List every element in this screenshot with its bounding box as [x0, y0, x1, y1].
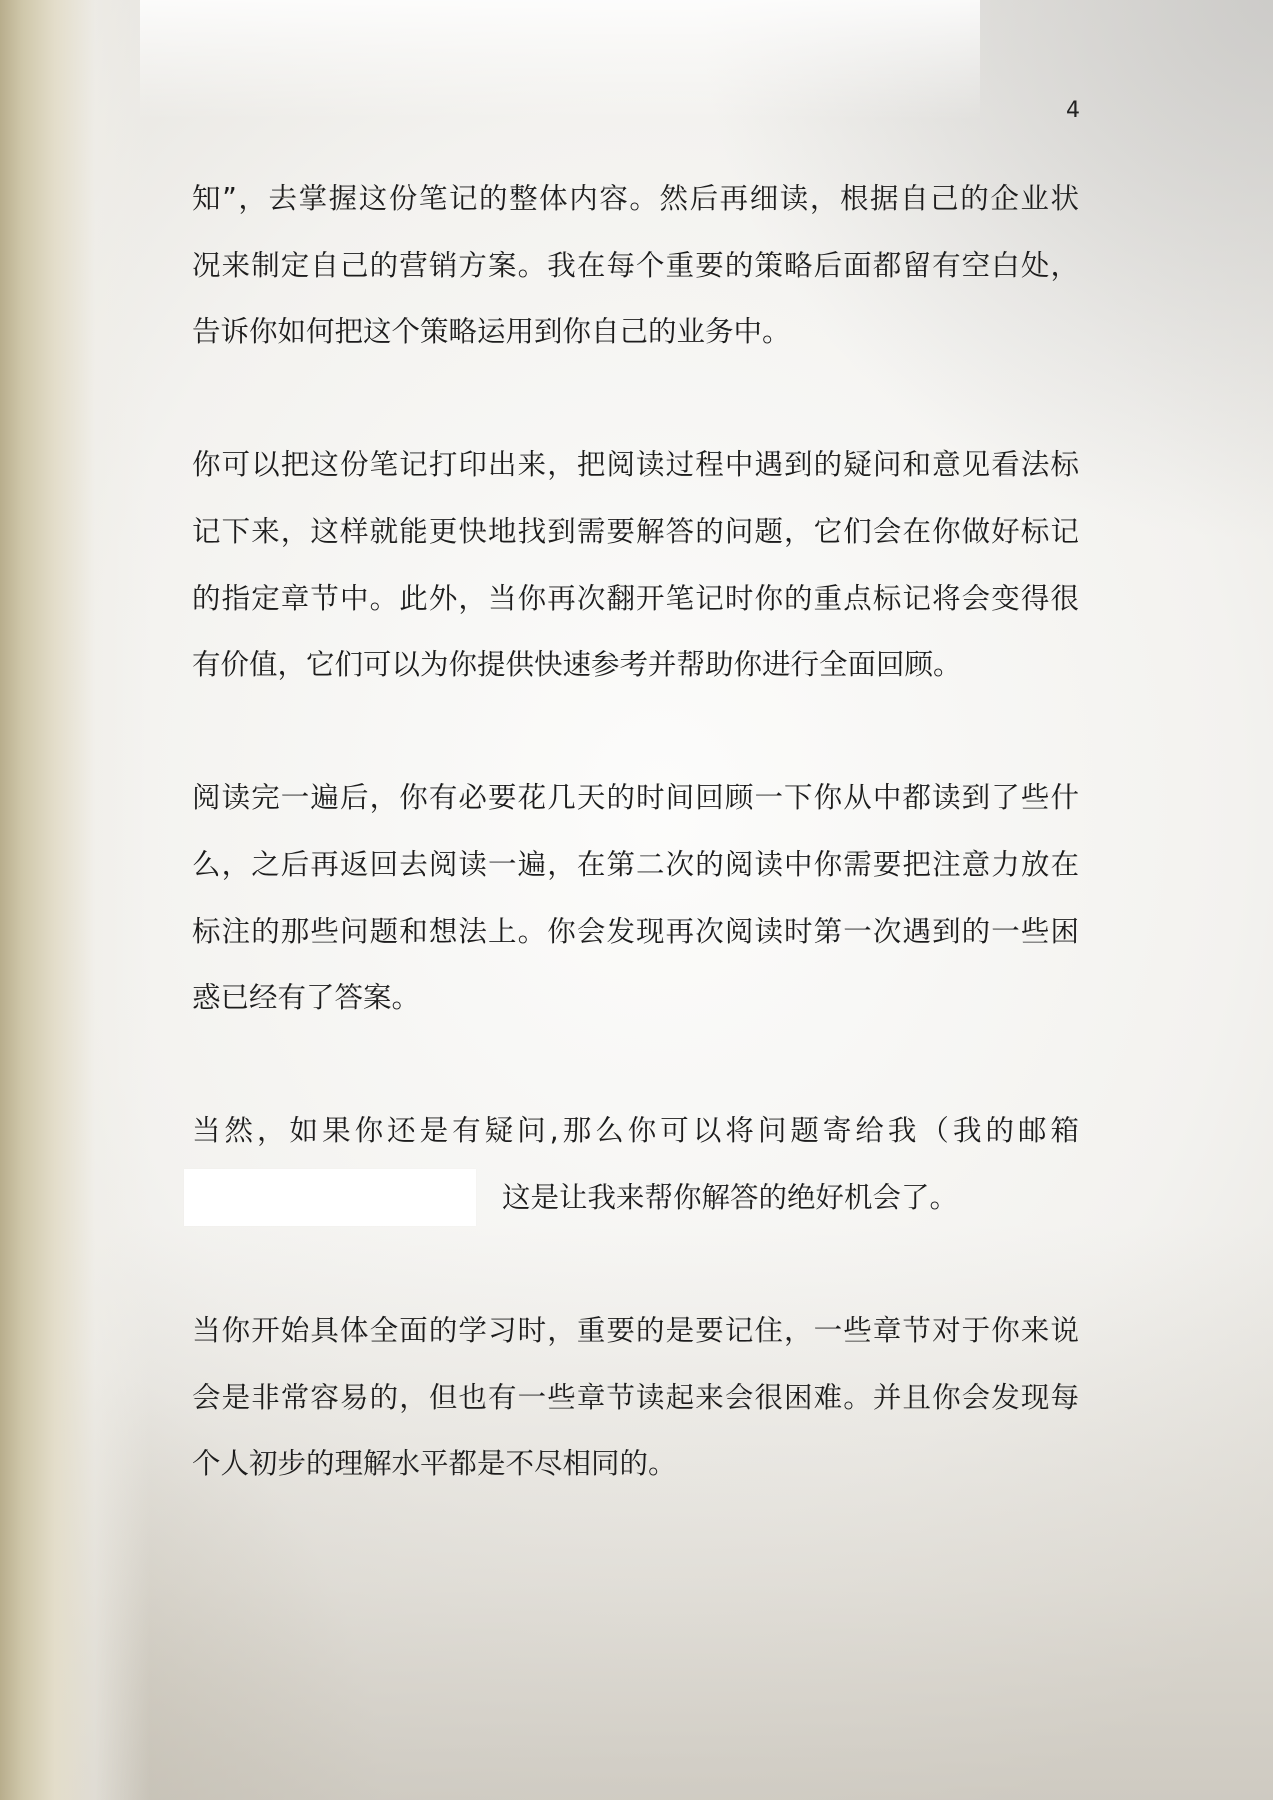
text-line: 况来制定自己的营销方案。我在每个重要的策略后面都留有空白处， [192, 248, 1079, 282]
text-line: 当然，如果你还是有疑问,那么你可以将问题寄给我（我的邮箱 [192, 1114, 1079, 1148]
paragraph [192, 1298, 1079, 1498]
redaction-box [184, 1169, 476, 1226]
text-line: 当你开始具体全面的学习时，重要的是要记住，一些章节对于你来说 [192, 1314, 1079, 1348]
paragraph [192, 432, 1079, 698]
text-line: 这是让我来帮你解答的绝好机会了。 [502, 1180, 959, 1214]
paragraph [192, 166, 1079, 366]
paragraph [192, 765, 1079, 1031]
text-line: 个人初步的理解水平都是不尽相同的。 [192, 1447, 677, 1481]
text-line: 么，之后再返回去阅读一遍，在第二次的阅读中你需要把注意力放在 [192, 847, 1079, 881]
text-line: 会是非常容易的，但也有一些章节读起来会很困难。并且你会发现每 [192, 1380, 1079, 1414]
paper-sheen [140, 0, 980, 120]
paragraph [192, 1098, 1079, 1231]
page-number: 4 [1066, 98, 1080, 123]
text-line: 阅读完一遍后，你有必要花几天的时间回顾一下你从中都读到了些什 [192, 781, 1079, 815]
redacted-line [192, 1165, 1079, 1232]
text-line: 你可以把这份笔记打印出来，把阅读过程中遇到的疑问和意见看法标 [192, 448, 1079, 482]
text-line: 的指定章节中。此外，当你再次翻开笔记时你的重点标记将会变得很 [192, 581, 1079, 615]
text-line: 告诉你如何把这个策略运用到你自己的业务中。 [192, 315, 791, 349]
text-line: 有价值，它们可以为你提供快速参考并帮助你进行全面回顾。 [192, 648, 962, 682]
text-line: 惑已经有了答案。 [192, 981, 421, 1015]
body-text [192, 166, 1079, 1564]
text-line: 标注的那些问题和想法上。你会发现再次阅读时第一次遇到的一些困 [192, 914, 1079, 948]
text-line: 记下来，这样就能更快地找到需要解答的问题，它们会在你做好标记 [192, 514, 1079, 548]
text-line: 知”，去掌握这份笔记的整体内容。然后再细读，根据自己的企业状 [192, 182, 1079, 215]
